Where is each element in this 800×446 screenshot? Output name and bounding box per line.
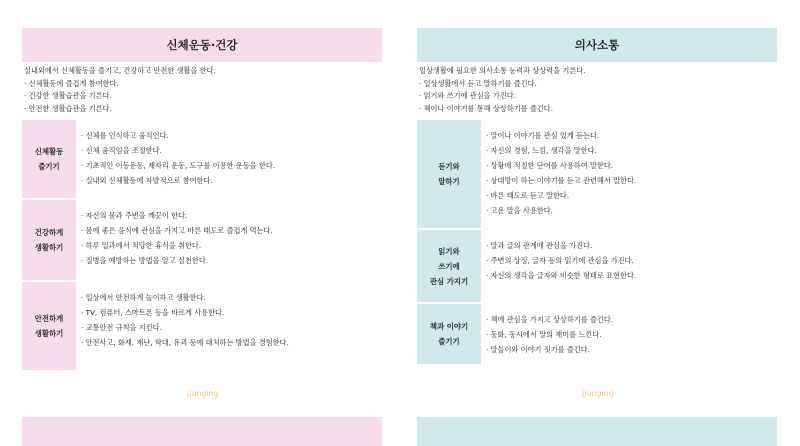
intro-line: · 일상생활에서 듣고 말하기를 즐긴다. [419, 78, 537, 88]
list-item: · 상황에 적절한 단어를 사용하여 말한다. [486, 161, 614, 170]
list-item: · 바른 태도로 듣고 말한다. [486, 191, 570, 200]
content-table [22, 120, 382, 370]
intro-line: · 건강한 생활습관을 기른다. [24, 91, 112, 100]
list-item: · 질병을 예방하는 방법을 알고 실천한다. [81, 256, 209, 265]
panel-title: 신체운동·건강 [22, 28, 382, 62]
list-item: · 실내외 신체활동에 자발적으로 참여한다. [81, 176, 213, 185]
intro-line: · 읽기와 쓰기에 관심을 가진다. [419, 91, 517, 100]
list-item: · 주변의 상징, 글자 등의 읽기에 관심을 가진다. [486, 256, 634, 265]
row-items [481, 230, 777, 302]
intro-line: 일상생활에 필요한 의사소통 능력과 상상력을 기른다. [419, 66, 586, 75]
table-row [22, 280, 382, 370]
intro-line: 실내외에서 신체활동을 즐기고, 건강하고 안전한 생활을 한다. [24, 66, 216, 75]
intro-line: · 신체활동에 즐겁게 참여한다. [24, 78, 119, 88]
table-row [417, 228, 777, 302]
list-item: · 자신의 생각을 글자와 비슷한 형태로 표현한다. [486, 271, 637, 280]
list-item: · 말놀이와 이야기 짓기를 즐긴다. [486, 345, 590, 354]
list-item: · 몸에 좋은 음식에 관심을 가지고 바른 태도로 즐겁게 먹는다. [81, 226, 273, 235]
list-item: · 책에 관심을 가지고 상상하기를 즐긴다. [486, 315, 614, 324]
content-table [417, 120, 777, 364]
table-row [22, 120, 382, 198]
table-row [22, 198, 382, 280]
list-item: · 자신의 경험, 느낌, 생각을 말한다. [486, 146, 597, 155]
list-item: · 하루 일과에서 적당한 휴식을 취한다. [81, 241, 202, 250]
panel-intro [22, 62, 382, 117]
list-item: · 교통안전 규칙을 지킨다. [81, 323, 162, 332]
brand-watermark: jjunging [582, 389, 614, 398]
list-item: · 상대방이 하는 이야기를 듣고 관련해서 말한다. [486, 176, 637, 185]
row-label: 듣기와 말하기 [417, 120, 481, 228]
list-item: · 말과 글의 관계에 관심을 가진다. [486, 241, 593, 250]
panel-title: 의사소통 [417, 28, 777, 62]
list-item: · 고운 말을 사용한다. [486, 206, 553, 215]
communication-panel [417, 28, 777, 364]
table-row [417, 302, 777, 364]
list-item: · 일상에서 안전하게 놀이하고 생활한다. [81, 293, 206, 302]
list-item: · 말이나 이야기를 관심 있게 듣는다. [486, 131, 600, 140]
list-item: · 안전사고, 화재, 재난, 학대, 유괴 등에 대처하는 방법을 경험한다. [81, 338, 289, 347]
intro-line: · 책이나 이야기를 통해 상상하기를 즐긴다. [419, 103, 554, 113]
next-page-header-strip [22, 417, 382, 446]
row-items [481, 120, 777, 228]
row-label: 건강하게 생활하기 [22, 200, 76, 280]
physical-health-panel [22, 28, 382, 370]
row-items [76, 200, 382, 280]
panel-intro [417, 62, 777, 117]
intro-line: · 안전한 생활습관을 기른다. [24, 103, 112, 113]
list-item: · 동화, 동시에서 말의 재미를 느낀다. [486, 330, 602, 339]
list-item: · 신체 움직임을 조절한다. [81, 146, 162, 155]
next-page-header-strip [417, 417, 777, 446]
list-item: · 자신의 몸과 주변을 깨끗이 한다. [81, 211, 188, 220]
row-label: 책과 이야기 즐기기 [417, 304, 481, 364]
row-label: 안전하게 생활하기 [22, 282, 76, 370]
table-row [417, 120, 777, 228]
row-items [76, 120, 382, 198]
list-item: · 신체를 인식하고 움직인다. [81, 131, 169, 140]
list-item: · 기초적인 이동운동, 제자리 운동, 도구를 이용한 운동을 한다. [81, 161, 276, 170]
row-label: 신체활동 즐기기 [22, 120, 76, 198]
row-items [76, 282, 382, 370]
row-items [481, 304, 777, 364]
row-label: 읽기와 쓰기에 관심 가지기 [417, 230, 481, 302]
list-item: · TV, 컴퓨터, 스마트폰 등을 바르게 사용한다. [81, 308, 225, 317]
brand-watermark: jjunging [187, 389, 219, 398]
